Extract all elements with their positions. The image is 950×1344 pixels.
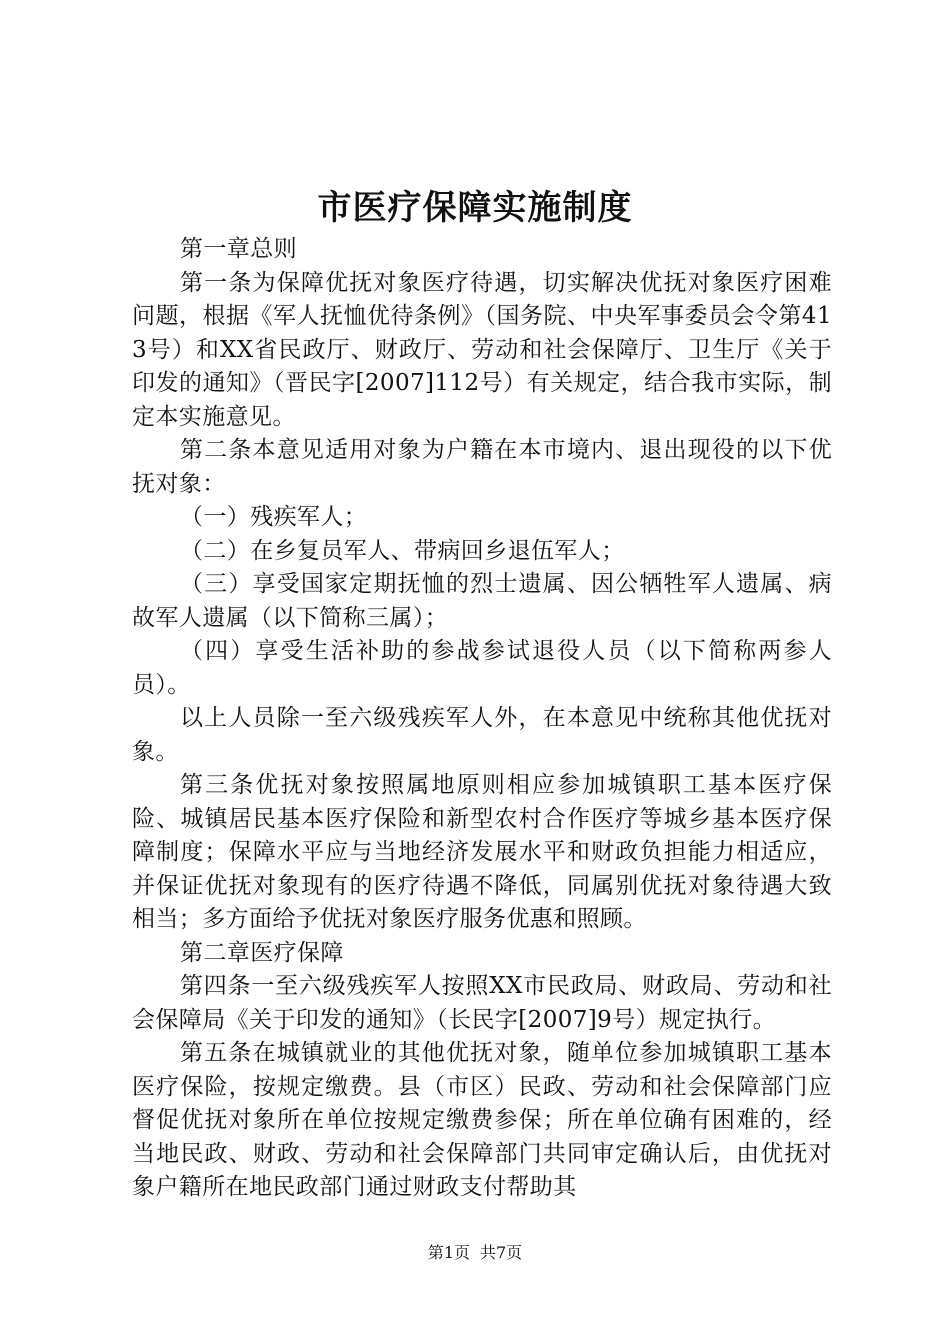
document-body [132, 233, 832, 1205]
article-paragraph: 第二条本意见适用对象为户籍在本市境内、退出现役的以下优抚对象： [132, 437, 832, 497]
article-paragraph: 第一条为保障优抚对象医疗待遇，切实解决优抚对象医疗困难问题，根据《军人抚恤优待条例》（国务院、中央军事委员会令第413号）和XX省民政厅、财政厅、劳动和社会保障厅、卫生厅《关于印发的通知》（晋民字[2007]112号）有关规定，结合我市实际，制定本实施意见。 [132, 269, 832, 430]
list-item: （三）享受国家定期抚恤的烈士遗属、因公牺牲军人遗属、病故军人遗属（以下简称三属）； [132, 571, 832, 631]
chapter-heading: 第一章总则 [180, 236, 297, 262]
page-number: 第1页 [427, 1243, 470, 1262]
article-paragraph: 第三条优抚对象按照属地原则相应参加城镇职工基本医疗保险、城镇居民基本医疗保险和新型农村合作医疗等城乡基本医疗保障制度；保障水平应与当地经济发展水平和财政负担能力相适应，并保证优抚对象现有的医疗待遇不降低，同属别优抚对象待遇大致相当；多方面给予优抚对象医疗服务优惠和照顾。 [132, 772, 832, 932]
page-total: 共7页 [480, 1243, 523, 1262]
chapter-heading: 第二章医疗保障 [180, 939, 344, 966]
document-title: 市医疗保障实施制度 [317, 188, 633, 228]
list-item: （二）在乡复员军人、带病回乡退伍军人； [180, 537, 625, 564]
list-item: （一）残疾军人； [180, 504, 368, 530]
article-paragraph: 第四条一至六级残疾军人按照XX市民政局、财政局、劳动和社会保障局《关于印发的通知》（长民字[2007]9号）规定执行。 [132, 973, 832, 1033]
page-footer [0, 1243, 950, 1263]
body-paragraph: 以上人员除一至六级残疾军人外，在本意见中统称其他优抚对象。 [132, 705, 832, 765]
article-paragraph: 第五条在城镇就业的其他优抚对象，随单位参加城镇职工基本医疗保险，按规定缴费。县（市区）民政、劳动和社会保障部门应督促优抚对象所在单位按规定缴费参保；所在单位确有困难的，经当地民政、财政、劳动和社会保障部门共同审定确认后，由优抚对象户籍所在地民政部门通过财政支付帮助其 [132, 1040, 832, 1200]
list-item: （四）享受生活补助的参战参试退役人员（以下简称两参人员）。 [132, 638, 832, 698]
